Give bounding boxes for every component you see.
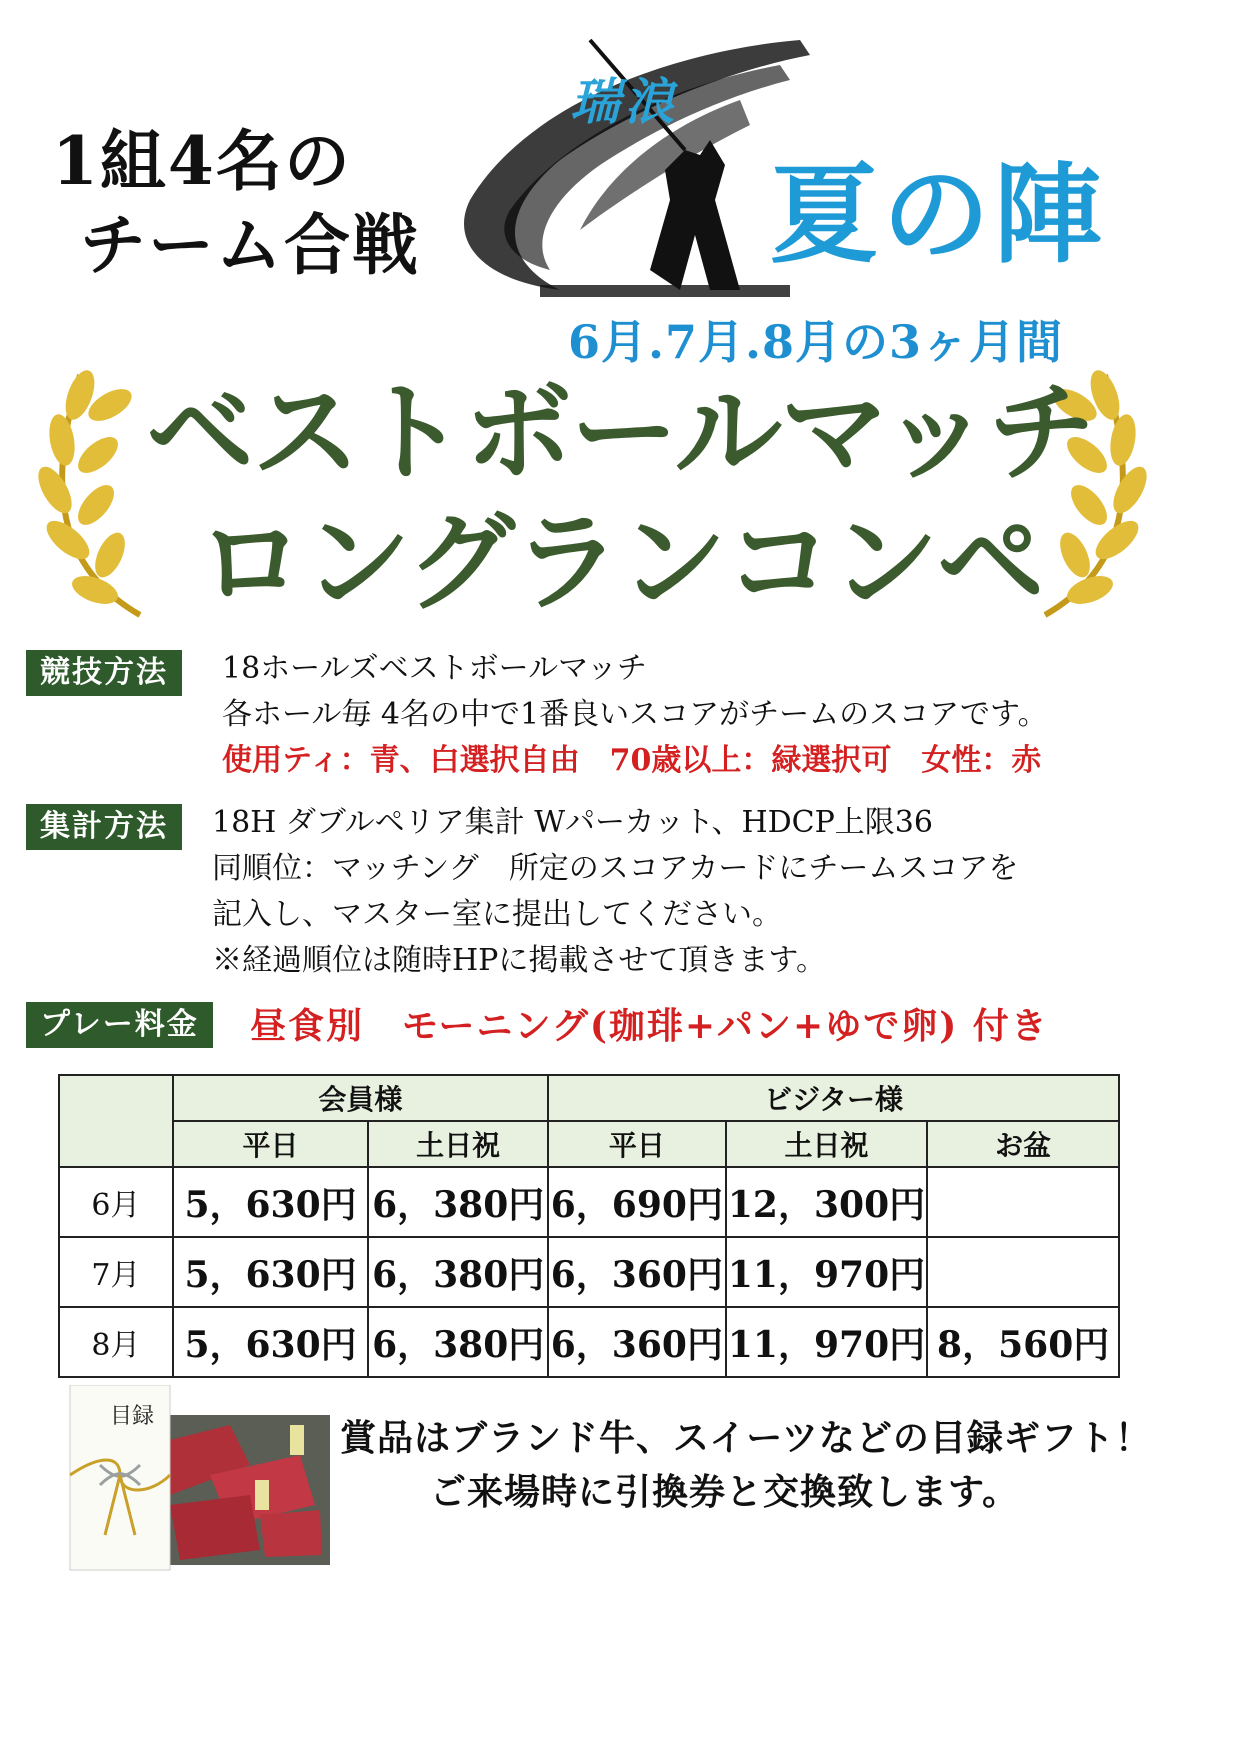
scoring-line-2: 同順位：マッチング 所定のスコアカードにチームスコアを xyxy=(212,851,1019,886)
member-group-header: 会員様 xyxy=(173,1075,548,1121)
price-cell: 6，360円 xyxy=(548,1307,726,1377)
title-line-1: ベストボールマッチ xyxy=(146,371,1094,496)
price-cell: 6，380円 xyxy=(368,1167,548,1237)
tee-note: 使用ティ：青、白選択自由 70歳以上：緑選択可 女性：赤 xyxy=(222,743,1042,778)
title-line-2: ロングランコンペ xyxy=(197,501,1043,626)
table-row xyxy=(59,1167,1119,1237)
prize-line-2: ご来場時に引換券と交換致します。 xyxy=(430,1471,1020,1513)
price-cell: 11，970円 xyxy=(726,1307,928,1377)
price-cell xyxy=(927,1237,1119,1307)
price-cell: 12，300円 xyxy=(726,1167,928,1237)
rules-line-1: 18ホールズベストボールマッチ xyxy=(222,651,647,686)
rules-label: 競技方法 xyxy=(26,650,182,696)
fee-table xyxy=(58,1074,1120,1378)
sub-header-member-weekend: 土日祝 xyxy=(368,1121,548,1167)
team-line-2: チーム合戦 xyxy=(80,206,420,284)
fee-label: プレー料金 xyxy=(26,1002,213,1048)
month-cell: 6月 xyxy=(59,1167,173,1237)
scoring-line-4: ※経過順位は随時HPに掲載させて頂きます。 xyxy=(212,943,826,978)
scoring-line-1: 18H ダブルペリア集計 Wパーカット、HDCP上限36 xyxy=(212,805,933,840)
period-text: 6月.7月.8月の3ヶ月間 xyxy=(568,315,1064,369)
price-cell: 11，970円 xyxy=(726,1237,928,1307)
team-line-1: 1組4名の xyxy=(52,122,352,200)
price-cell: 6，380円 xyxy=(368,1307,548,1377)
visitor-group-header: ビジター様 xyxy=(548,1075,1119,1121)
price-cell: 8，560円 xyxy=(927,1307,1119,1377)
sub-header-visitor-weekday: 平日 xyxy=(548,1121,726,1167)
table-row xyxy=(59,1307,1119,1377)
prize-line-1: 賞品はブランド牛、スイーツなどの目録ギフト！ xyxy=(340,1417,1152,1459)
price-cell xyxy=(927,1167,1119,1237)
month-cell: 7月 xyxy=(59,1237,173,1307)
fee-note: 昼食別 モーニング(珈琲+パン+ゆで卵) 付き xyxy=(250,1005,1049,1047)
sub-header-visitor-weekend: 土日祝 xyxy=(726,1121,928,1167)
price-cell: 6，380円 xyxy=(368,1237,548,1307)
sub-header-member-weekday: 平日 xyxy=(173,1121,369,1167)
price-cell: 6，360円 xyxy=(548,1237,726,1307)
scoring-line-3: 記入し、マスター室に提出してください。 xyxy=(212,897,782,932)
price-cell: 5，630円 xyxy=(173,1307,369,1377)
brand-big-text: 夏の陣 xyxy=(770,152,1107,278)
scoring-label: 集計方法 xyxy=(26,804,182,850)
price-cell: 5，630円 xyxy=(173,1167,369,1237)
gift-card-label: 目録 xyxy=(110,1404,155,1429)
price-cell: 6，690円 xyxy=(548,1167,726,1237)
gift-meat-image xyxy=(60,1385,330,1585)
rules-line-2: 各ホール毎 4名の中で1番良いスコアがチームのスコアです。 xyxy=(222,697,1048,732)
table-corner-cell xyxy=(59,1075,173,1167)
month-cell: 8月 xyxy=(59,1307,173,1377)
sub-header-visitor-obon: お盆 xyxy=(927,1121,1119,1167)
table-row xyxy=(59,1237,1119,1307)
brand-small-text: 瑞浪 xyxy=(570,72,678,131)
price-cell: 5，630円 xyxy=(173,1237,369,1307)
